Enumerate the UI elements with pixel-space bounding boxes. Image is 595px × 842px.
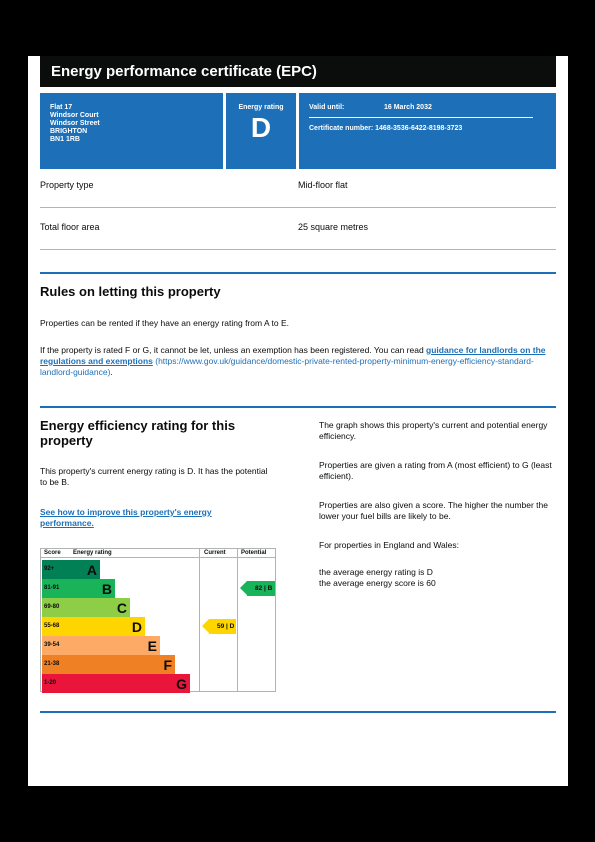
score-header: Score xyxy=(44,550,61,556)
potential-header: Potential xyxy=(241,550,267,556)
energy-rating-header: Energy rating xyxy=(73,550,112,556)
band-score: 1-20 xyxy=(44,680,57,686)
divider xyxy=(309,117,533,118)
score-explanation: Properties are also given a score. The higher the number the lower your fuel bills are likely to be. xyxy=(319,500,549,521)
improve-performance-link-wrap xyxy=(40,507,260,529)
address-line: Windsor Court xyxy=(50,112,99,119)
band-letter: B xyxy=(101,581,112,597)
band-score: 39-54 xyxy=(44,642,60,648)
address-line: Flat 17 xyxy=(50,104,73,111)
address-line: BN1 1RB xyxy=(50,136,80,143)
graph-divider xyxy=(199,549,200,691)
address-line: Windsor Street xyxy=(50,120,100,127)
letting-paragraph-2 xyxy=(40,345,560,378)
property-type-value: Mid-floor flat xyxy=(298,180,348,190)
band-letter: E xyxy=(147,638,157,654)
section-divider xyxy=(40,272,556,274)
potential-rating-arrow: 82 | B xyxy=(247,581,275,596)
valid-until-value: 16 March 2032 xyxy=(384,104,432,111)
epc-page xyxy=(28,56,568,786)
validity-panel xyxy=(299,93,556,169)
letting-heading: Rules on letting this property xyxy=(40,284,221,299)
energy-rating-graph xyxy=(40,548,276,692)
address-line: BRIGHTON xyxy=(50,128,88,135)
letting-text: If the property is rated F or G, it cannot be let, unless an exemption has been registered. You can read xyxy=(40,345,427,355)
current-header: Current xyxy=(204,550,226,556)
band-letter: D xyxy=(131,619,142,635)
band-letter: C xyxy=(116,600,127,616)
floor-area-row xyxy=(40,222,556,250)
efficiency-heading: Energy efficiency rating for this property xyxy=(40,418,236,448)
landlord-guidance-url[interactable]: (https://www.gov.uk/guidance/domestic-private-rented-property-minimum-energy-efficiency-standard-landlord-guidance) xyxy=(40,356,534,377)
band-score: 69-80 xyxy=(44,604,60,610)
rating-band-e xyxy=(42,636,160,655)
efficiency-paragraph: This property's current energy rating is D. It has the potential to be B. xyxy=(40,466,268,487)
band-score: 81-91 xyxy=(44,585,60,591)
rating-band-d xyxy=(42,617,145,636)
band-letter: F xyxy=(163,657,172,673)
band-letter: G xyxy=(176,676,187,692)
rating-band-g xyxy=(42,674,190,693)
section-divider xyxy=(40,406,556,408)
band-score: 21-38 xyxy=(44,661,60,667)
average-score: the average energy score is 60 xyxy=(319,578,436,588)
graph-explanation: The graph shows this property's current and potential energy efficiency. xyxy=(319,420,548,441)
floor-area-value: 25 square metres xyxy=(298,222,369,232)
floor-area-label: Total floor area xyxy=(40,222,100,232)
energy-rating-label: Energy rating xyxy=(238,104,284,111)
rating-band-b xyxy=(42,579,115,598)
certificate-number-value: 1468-3536-6422-8198-3723 xyxy=(375,125,463,132)
current-rating-arrow: 59 | D xyxy=(209,619,236,634)
improve-performance-link[interactable]: See how to improve this property's energy performance. xyxy=(40,507,212,528)
average-rating: the average energy rating is D xyxy=(319,567,433,577)
band-score: 92+ xyxy=(44,566,55,572)
band-score: 55-68 xyxy=(44,623,60,629)
band-letter: A xyxy=(86,562,97,578)
property-type-row xyxy=(40,180,556,208)
rating-band-a xyxy=(42,560,100,579)
rating-explanation: Properties are given a rating from A (most efficient) to G (least efficient). xyxy=(319,460,552,481)
valid-until-label: Valid until: xyxy=(309,104,345,111)
section-divider xyxy=(40,711,556,713)
page-title: Energy performance certificate (EPC) xyxy=(40,56,556,87)
property-type-label: Property type xyxy=(40,180,94,190)
graph-divider xyxy=(237,549,238,691)
england-wales-label: For properties in England and Wales: xyxy=(319,540,460,550)
rating-band-f xyxy=(42,655,175,674)
letting-text-end: . xyxy=(110,367,113,377)
address-panel xyxy=(40,93,223,169)
letting-paragraph-1: Properties can be rented if they have an energy rating from A to E. xyxy=(40,318,290,328)
graph-header xyxy=(41,549,275,558)
landlord-guidance-link[interactable]: guidance for landlords on the regulations and exemptions xyxy=(40,345,546,366)
energy-rating-value: D xyxy=(250,112,272,143)
energy-rating-panel xyxy=(226,93,296,169)
rating-band-c xyxy=(42,598,130,617)
certificate-number-label: Certificate number: xyxy=(309,125,374,132)
